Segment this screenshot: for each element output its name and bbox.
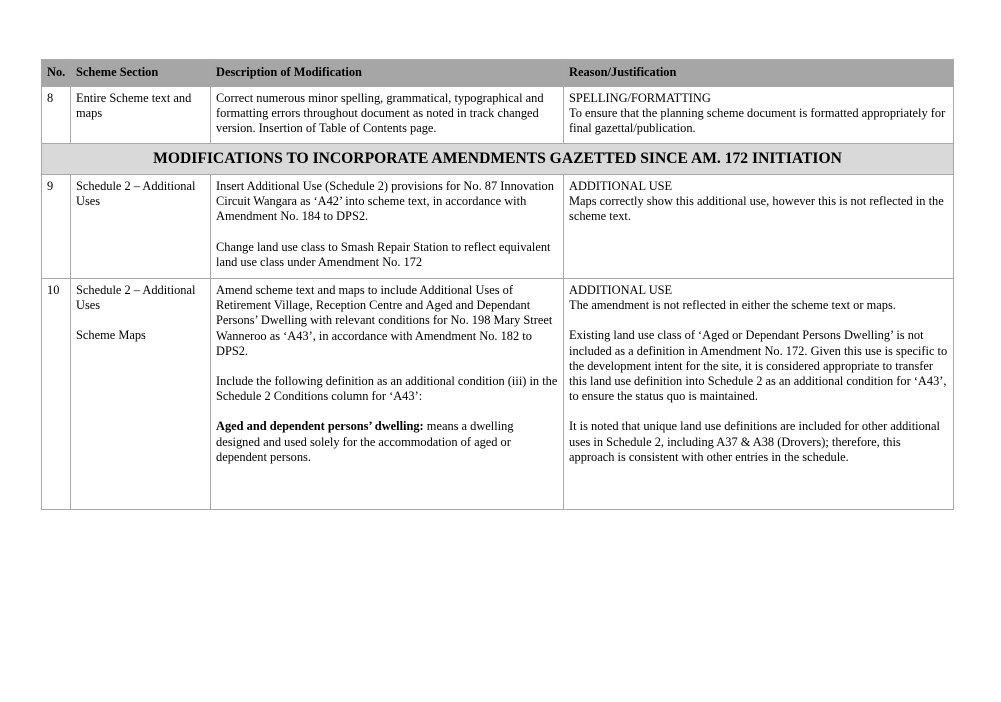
table-header [42,60,954,87]
reason-text: The amendment is not reflected in either the scheme text or maps. [569,298,896,313]
description-text: Insert Additional Use (Schedule 2) provisions for No. 87 Innovation Circuit Wangara as ‘A42’ into scheme text, in accordance with Amendment No. 184 to DPS2. [216,179,554,224]
paragraph-gap [216,359,558,374]
description-text: Include the following definition as an additional condition (iii) in the Schedule 2 Conditions column for ‘A43’: [216,374,558,404]
row-number: 9 [42,175,71,279]
paragraph-gap [216,225,558,240]
paragraph-gap [569,404,948,419]
scheme-section-cell [71,279,211,510]
description-text: Change land use class to Smash Repair Station to reflect equivalent land use class under Amendment No. 172 [216,239,551,269]
scheme-section-text: Schedule 2 – Additional Uses [76,179,196,209]
header-no: No. [42,60,71,87]
paragraph-gap [216,404,558,419]
reason-text: Existing land use class of ‘Aged or Dependant Persons Dwelling’ is not included as a definition in Amendment No. 172. Given this use is specific to the development intent for the site, it is considered appropriate to transfer this land use definition into Schedule 2 as an additional condition for ‘A43’, to ensure the status quo is maintained. [569,328,948,404]
scheme-section-text: Scheme Maps [76,328,146,343]
reason-text: To ensure that the planning scheme document is formatted appropriately for final gazettal/publication. [569,106,946,136]
definition-paragraph [216,419,558,465]
reason-title: ADDITIONAL USE [569,283,673,297]
description-cell [211,279,564,510]
reason-cell [564,175,954,279]
reason-text: It is noted that unique land use definitions are included for other additional uses in Schedule 2, including A37 & A38 (Drovers); therefore, this approach is consistent with other entries in the schedule. [569,419,940,464]
header-reason: Reason/Justification [564,60,954,87]
description-text: Correct numerous minor spelling, grammatical, typographical and formatting errors throughout document as noted in track changed version. Insertion of Table of Contents page. [216,91,544,136]
reason-cell [564,279,954,510]
reason-title: SPELLING/FORMATTING [569,91,711,105]
table-row [42,175,954,279]
description-cell [211,175,564,279]
definition-text: means a dwelling designed and used solely for the accommodation of aged or dependent persons. [216,419,514,464]
row-number: 8 [42,87,71,144]
scheme-section-text: Entire Scheme text and maps [76,91,192,121]
table-row [42,87,954,144]
paragraph-gap [569,313,948,328]
scheme-section-text: Schedule 2 – Additional Uses [76,283,196,313]
description-cell [211,87,564,144]
header-scheme-section: Scheme Section [71,60,211,87]
scheme-section-cell [71,175,211,279]
section-heading: MODIFICATIONS TO INCORPORATE AMENDMENTS GAZETTED SINCE AM. 172 INITIATION [42,144,954,175]
header-description: Description of Modification [211,60,564,87]
reason-cell [564,87,954,144]
reason-title: ADDITIONAL USE [569,179,673,193]
description-text: Amend scheme text and maps to include Additional Uses of Retirement Village, Reception Centre and Aged and Dependant Persons’ Dwelling with relevant conditions for No. 198 Mary Street Wanneroo as ‘A43’, in accordance with Amendment No. 182 to DPS2. [216,283,553,358]
header-row [42,60,954,87]
reason-text: Maps correctly show this additional use, however this is not reflected in the scheme text. [569,194,944,224]
definition-term: Aged and dependent persons’ dwelling: [216,419,424,434]
modifications-table [41,59,954,510]
row-number: 10 [42,279,71,510]
paragraph-gap [76,313,205,328]
table-row [42,279,954,510]
scheme-section-cell [71,87,211,144]
section-heading-row [42,144,954,175]
